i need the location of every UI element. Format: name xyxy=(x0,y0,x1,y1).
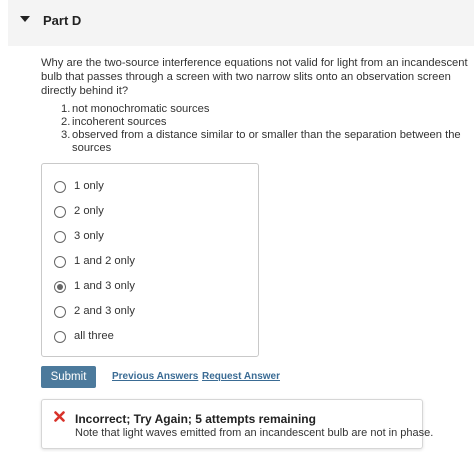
radio-button[interactable] xyxy=(54,306,66,318)
choice-label[interactable]: 2 only xyxy=(74,205,104,217)
reason-number: 2. xyxy=(61,116,71,128)
feedback-box xyxy=(41,399,434,449)
choice-label[interactable]: 2 and 3 only xyxy=(74,305,135,317)
question-text: Why are the two-source interference equations not valid for light from an incandescent bulb that passes through a screen with two narrow slits onto an observation screen directly behind it? xyxy=(41,57,468,97)
radio-button[interactable] xyxy=(54,181,66,193)
choice-all-three[interactable] xyxy=(54,329,244,345)
reason-text: not monochromatic sources xyxy=(72,103,210,115)
x-icon xyxy=(54,411,65,422)
radio-button[interactable] xyxy=(54,231,66,243)
part-header[interactable] xyxy=(8,0,474,46)
choice-1-and-2-only[interactable] xyxy=(54,254,244,270)
reason-text: observed from a distance similar to or smaller than the separation between the sources xyxy=(72,129,461,154)
reason-item xyxy=(41,103,461,116)
feedback-title: Incorrect; Try Again; 5 attempts remaining xyxy=(75,412,316,426)
reason-number: 1. xyxy=(61,103,71,115)
radio-button[interactable] xyxy=(54,281,66,293)
reason-list xyxy=(41,103,461,155)
answer-choices xyxy=(41,163,259,357)
radio-button[interactable] xyxy=(54,331,66,343)
radio-button[interactable] xyxy=(54,256,66,268)
feedback-text: Note that light waves emitted from an incandescent bulb are not in phase. xyxy=(75,427,434,439)
submit-button[interactable]: Submit xyxy=(41,366,96,388)
choice-label[interactable]: all three xyxy=(74,330,114,342)
part-title: Part D xyxy=(43,13,82,28)
reason-number: 3. xyxy=(61,129,71,141)
choice-label[interactable]: 1 and 2 only xyxy=(74,255,135,267)
previous-answers-link[interactable]: Previous Answers xyxy=(112,371,199,382)
choice-1-only[interactable] xyxy=(54,179,244,195)
caret-down-icon[interactable] xyxy=(20,16,30,22)
choice-1-and-3-only[interactable] xyxy=(54,279,244,295)
choice-3-only[interactable] xyxy=(54,229,244,245)
radio-button[interactable] xyxy=(54,206,66,218)
reason-item xyxy=(41,129,461,155)
choice-label[interactable]: 1 only xyxy=(74,180,104,192)
request-answer-link[interactable]: Request Answer xyxy=(202,371,280,382)
choice-label[interactable]: 1 and 3 only xyxy=(74,280,135,292)
choice-2-only[interactable] xyxy=(54,204,244,220)
choice-2-and-3-only[interactable] xyxy=(54,304,244,320)
reason-item xyxy=(41,116,461,129)
choice-label[interactable]: 3 only xyxy=(74,230,104,242)
reason-text: incoherent sources xyxy=(72,116,167,128)
